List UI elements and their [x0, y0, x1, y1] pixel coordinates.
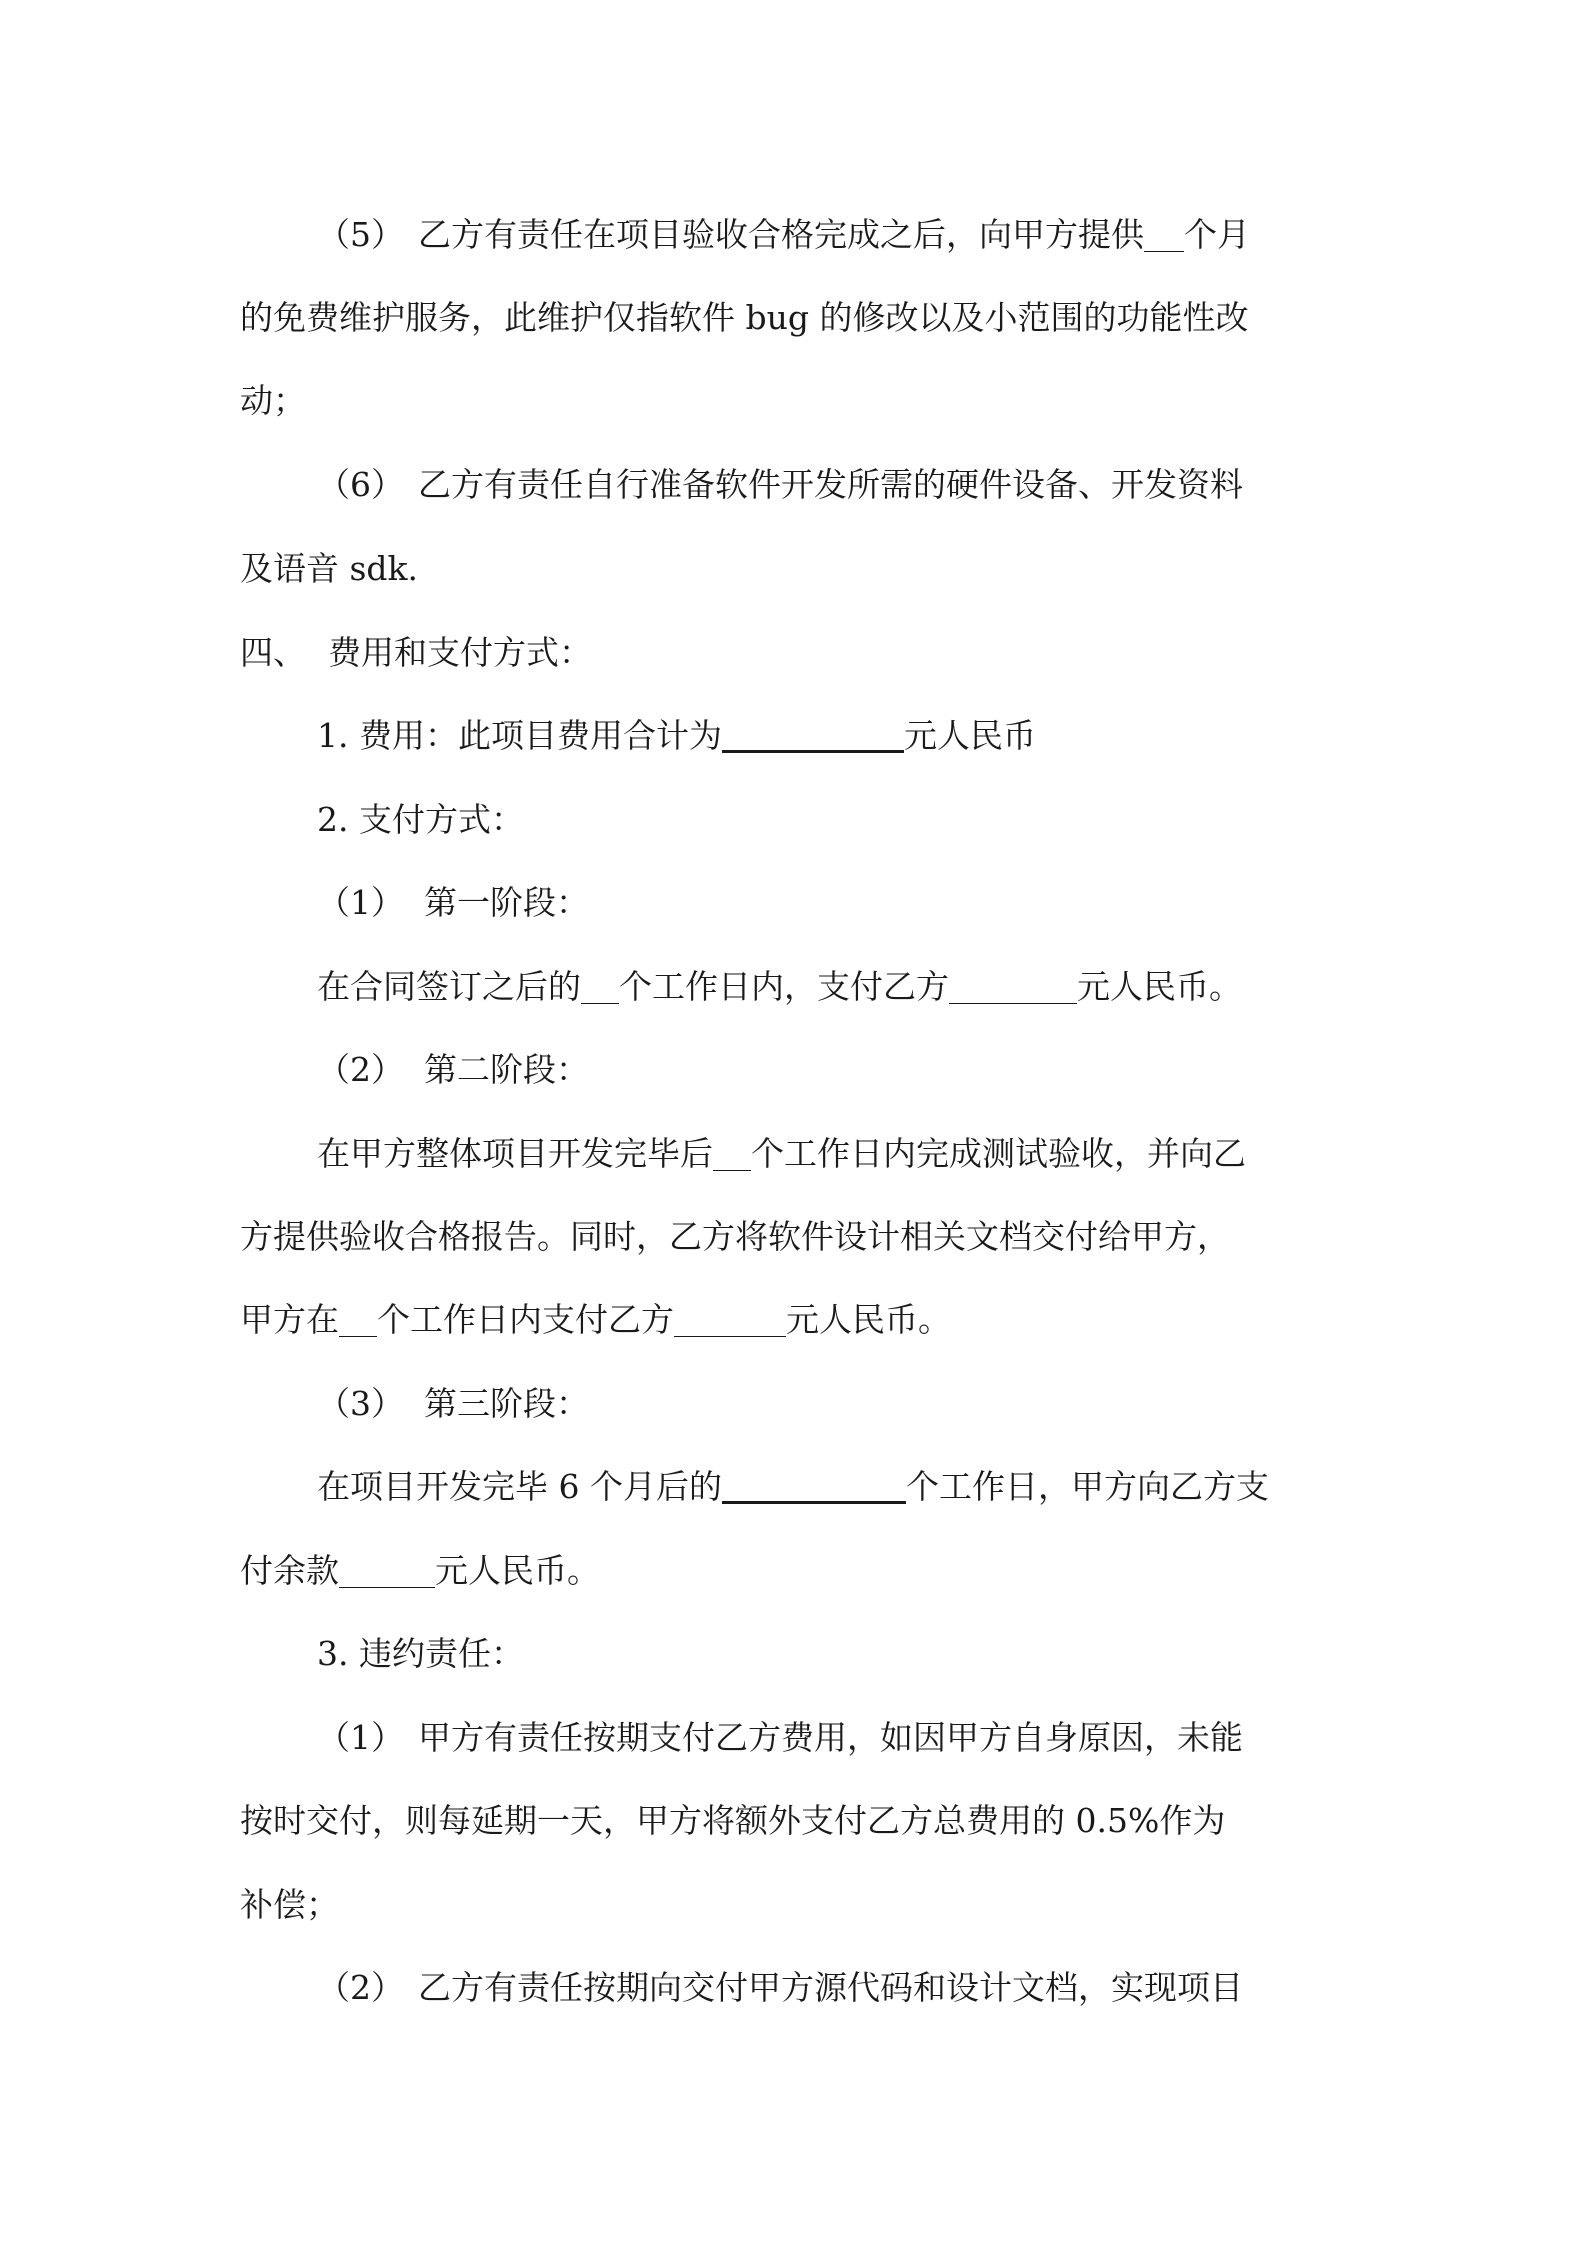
stage-1-heading	[317, 883, 589, 922]
blank-total-amount	[722, 720, 904, 753]
section-number: 四、	[240, 633, 306, 672]
payment-method-heading	[317, 800, 524, 839]
stage-2-text-3	[240, 1300, 951, 1339]
stage-2-text-1	[317, 1134, 1246, 1173]
section-heading	[240, 633, 592, 672]
clause-text-end: 个月	[1184, 215, 1250, 254]
breach-heading	[317, 1634, 524, 1673]
paragraph-text-end: 个工作日，甲方向乙方支	[905, 1467, 1269, 1506]
stage-2-heading	[317, 1050, 589, 1089]
clause-text: 乙方有责任按期向交付甲方源代码和设计文档，实现项目	[418, 1968, 1243, 2007]
clause-number: （3）	[317, 1384, 404, 1423]
paragraph-text: 在合同签订之后的	[317, 967, 581, 1006]
blank-amount	[339, 1557, 435, 1588]
paragraph-text-end: 元人民币。	[786, 1300, 951, 1339]
stage-title: 第二阶段：	[424, 1050, 589, 1089]
paragraph-text: 2. 支付方式：	[317, 800, 524, 839]
blank-days	[339, 1306, 377, 1337]
paragraph-text: 在甲方整体项目开发完毕后	[317, 1134, 713, 1173]
blank-amount	[949, 973, 1077, 1004]
stage-3-text-2	[240, 1551, 600, 1590]
paragraph-text: 的免费维护服务，此维护仅指软件 bug 的修改以及小范围的功能性改	[240, 298, 1249, 337]
paragraph-text-end: 元人民币。	[435, 1551, 600, 1590]
blank-days	[713, 1140, 751, 1171]
paragraph-text-end: 元人民币。	[1077, 967, 1242, 1006]
clause-number: （1）	[317, 1718, 404, 1757]
paragraph-text: 在项目开发完毕 6 个月后的	[317, 1467, 722, 1506]
blank-days	[722, 1471, 906, 1504]
breach-2-line-1	[317, 1968, 1243, 2007]
clause-6-line-1	[317, 465, 1243, 504]
clause-5-line-1	[317, 215, 1250, 254]
clause-6-line-2	[240, 549, 419, 588]
paragraph-text: 甲方在	[240, 1300, 339, 1339]
breach-1-line-1	[317, 1718, 1243, 1757]
clause-number: （5）	[317, 215, 404, 254]
paragraph-text-end: 个工作日内完成测试验收，并向乙	[751, 1134, 1246, 1173]
paragraph-text: 动；	[240, 381, 306, 420]
stage-2-text-2	[240, 1217, 1230, 1256]
section-title: 费用和支付方式：	[328, 633, 592, 672]
clause-number: （2）	[317, 1968, 404, 2007]
breach-1-line-3	[240, 1885, 339, 1924]
paragraph-text: 及语音 sdk.	[240, 549, 419, 588]
paragraph-text: 方提供验收合格报告。同时，乙方将软件设计相关文档交付给甲方，	[240, 1217, 1230, 1256]
stage-3-text-1	[317, 1467, 1269, 1506]
stage-3-heading	[317, 1384, 589, 1423]
clause-number: （2）	[317, 1050, 404, 1089]
clause-text: 乙方有责任在项目验收合格完成之后，向甲方提供	[418, 215, 1144, 254]
fee-unit: 元人民币	[903, 716, 1036, 755]
blank-days	[581, 973, 619, 1004]
stage-1-text	[317, 967, 1242, 1006]
stage-title: 第一阶段：	[424, 883, 589, 922]
clause-number: （1）	[317, 883, 404, 922]
paragraph-text-mid: 个工作日内，支付乙方	[619, 967, 949, 1006]
clause-5-line-3	[240, 381, 306, 420]
breach-1-line-2	[240, 1801, 1226, 1840]
blank-months	[1144, 221, 1184, 252]
paragraph-text: 按时交付，则每延期一天，甲方将额外支付乙方总费用的 0.5%作为	[240, 1801, 1226, 1840]
clause-5-line-2	[240, 298, 1249, 337]
fee-line	[317, 716, 1036, 755]
clause-text: 甲方有责任按期支付乙方费用，如因甲方自身原因，未能	[418, 1718, 1243, 1757]
fee-label: 1. 费用：此项目费用合计为	[317, 716, 722, 755]
blank-amount	[674, 1306, 786, 1337]
paragraph-text-mid: 个工作日内支付乙方	[377, 1300, 674, 1339]
clause-number: （6）	[317, 465, 404, 504]
paragraph-text: 补偿；	[240, 1885, 339, 1924]
paragraph-text: 付余款	[240, 1551, 339, 1590]
stage-title: 第三阶段：	[424, 1384, 589, 1423]
clause-text: 乙方有责任自行准备软件开发所需的硬件设备、开发资料	[418, 465, 1243, 504]
paragraph-text: 3. 违约责任：	[317, 1634, 524, 1673]
